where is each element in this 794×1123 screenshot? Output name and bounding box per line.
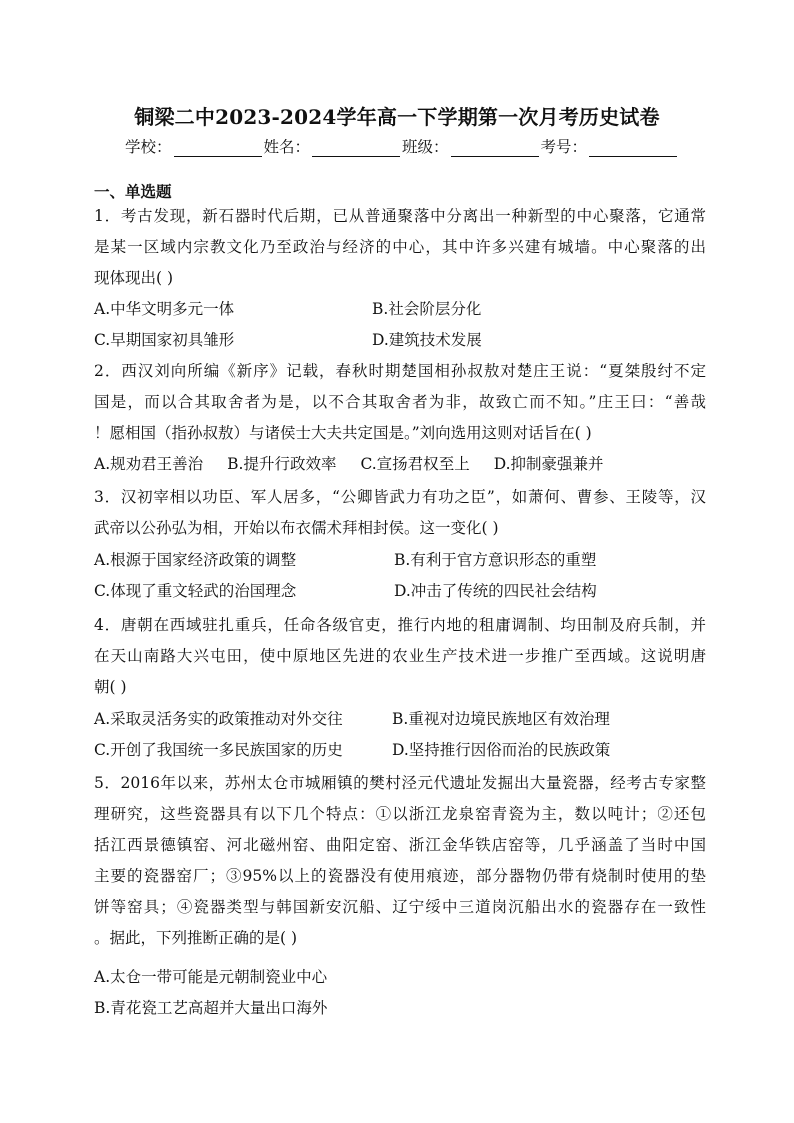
option-c[interactable]: C.体现了重文轻武的治国理念: [94, 582, 297, 600]
question-1: [94, 201, 706, 294]
option-b[interactable]: B.社会阶层分化: [372, 300, 482, 318]
question-3-options: [94, 545, 694, 607]
school-label: 学校：: [125, 138, 172, 156]
class-label: 班级：: [402, 138, 449, 156]
number-blank[interactable]: [589, 140, 677, 157]
question-4-options: [94, 704, 690, 766]
option-d[interactable]: D.建筑技术发展: [372, 331, 482, 349]
question-2-options: [94, 449, 628, 480]
question-line: 1．考古发现，新石器时代后期，已从普通聚落中分离出一种新型的中心聚落，它通常: [94, 207, 706, 225]
name-label: 姓名：: [263, 138, 311, 156]
question-line: 主要的瓷器窑厂；③95%以上的瓷器没有使用痕迹，部分器物仍带有烧制时使用的垫: [94, 867, 706, 885]
question-line: 3．汉初宰相以功臣、军人居多，“公卿皆武力有功之臣”，如萧何、曹参、王陵等，汉: [94, 488, 706, 506]
class-blank[interactable]: [451, 140, 539, 157]
question-1-options: [94, 294, 650, 356]
question-line: ！愿相国（指孙叔敖）与诸侯士大夫共定国是。”刘向选用这则对话旨在( ): [94, 424, 592, 442]
question-2: [94, 356, 706, 449]
question-line: 。据此，下列推断正确的是( ): [94, 929, 298, 947]
option-b[interactable]: B.提升行政效率: [227, 455, 337, 473]
number-label: 考号：: [540, 138, 588, 156]
option-a[interactable]: A.中华文明多元一体: [94, 300, 235, 318]
question-4: [94, 610, 706, 703]
option-d[interactable]: D.抑制豪强兼并: [493, 455, 604, 473]
option-c[interactable]: C.开创了我国统一多民族国家的历史: [94, 741, 343, 759]
question-line: 国是，而以合其取舍者为是，以不合其取舍者为非，故致亡而不知。”庄王曰：“善哉: [94, 393, 706, 411]
option-a[interactable]: A.规劝君王善治: [94, 455, 204, 473]
option-b[interactable]: B.重视对边境民族地区有效治理: [392, 710, 610, 728]
option-d[interactable]: D.冲击了传统的四民社会结构: [394, 582, 597, 600]
question-line: 饼等窑具；④瓷器类型与韩国新安沉船、辽宁绥中三道岗沉船出水的瓷器存在一致性: [94, 898, 706, 916]
question-line: 在天山南路大兴屯田，使中原地区先进的农业生产技术进一步推广至西域。这说明唐: [94, 647, 706, 665]
question-line: 4．唐朝在西域驻扎重兵，任命各级官吏，推行内地的租庸调制、均田制及府兵制，并: [94, 616, 706, 634]
name-blank[interactable]: [312, 140, 400, 157]
school-blank[interactable]: [174, 140, 262, 157]
question-line: 朝( ): [94, 678, 127, 696]
question-5-options: [94, 962, 327, 1024]
option-a[interactable]: A.太仓一带可能是元朝制瓷业中心: [94, 968, 328, 986]
option-b[interactable]: B.有利于官方意识形态的重塑: [394, 551, 597, 569]
question-line: 是某一区域内宗教文化乃至政治与经济的中心，其中许多兴建有城墙。中心聚落的出: [94, 238, 706, 256]
option-b[interactable]: B.青花瓷工艺高超并大量出口海外: [94, 999, 328, 1017]
question-line: 2．西汉刘向所编《新序》记载，春秋时期楚国相孙叔敖对楚庄王说：“夏桀殷纣不定: [94, 362, 706, 380]
question-line: 武帝以公孙弘为相，开始以布衣儒术拜相封侯。这一变化( ): [94, 519, 499, 537]
question-line: 现体现出( ): [94, 269, 174, 287]
question-line: 理研究，这些瓷器具有以下几个特点：①以浙江龙泉窑青瓷为主，数以吨计；②还包: [94, 805, 706, 823]
option-c[interactable]: C.宣扬君权至上: [360, 455, 470, 473]
section-heading: 一、单选题: [94, 182, 172, 201]
question-3: [94, 482, 706, 544]
exam-title: 铜梁二中2023-2024学年高一下学期第一次月考历史试卷: [134, 105, 660, 129]
option-c[interactable]: C.早期国家初具雏形: [94, 331, 235, 349]
option-a[interactable]: A.根源于国家经济政策的调整: [94, 551, 297, 569]
question-5: [94, 768, 706, 954]
option-a[interactable]: A.采取灵活务实的政策推动对外交往: [94, 710, 343, 728]
question-line: 括江西景德镇窑、河北磁州窑、曲阳定窑、浙江金华铁店窑等，几乎涵盖了当时中国: [94, 836, 706, 854]
question-line: 5．2016年以来，苏州太仓市城厢镇的樊村泾元代遗址发掘出大量瓷器，经考古专家整: [94, 774, 706, 792]
option-d[interactable]: D.坚持推行因俗而治的民族政策: [392, 741, 611, 759]
student-info-line: [125, 135, 679, 157]
